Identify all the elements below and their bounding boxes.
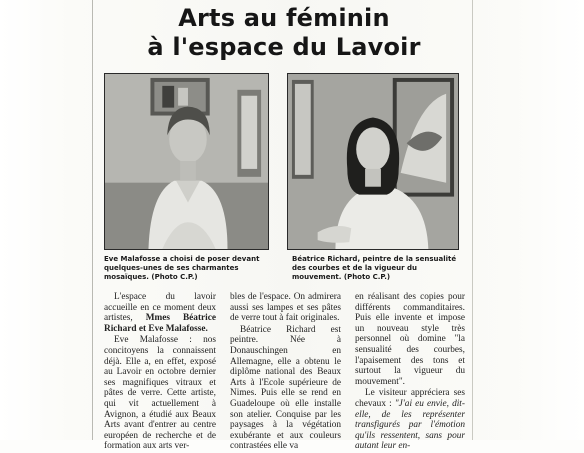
- photo-caption-right: Béatrice Richard, peintre de la sensualité des courbes et de la vigueur du mouvement. (Photo C.P.): [292, 255, 457, 281]
- artist-names: Mmes Béatrice Richard et Eve Malafosse.: [104, 313, 217, 334]
- photo-eve-malafosse: [104, 73, 269, 250]
- article-column-3: [355, 292, 465, 453]
- photo-beatrice-richard: [287, 73, 459, 250]
- intro-paragraph: [104, 292, 216, 334]
- column-2-paragraph-1: bles de l'espace. On admirera aussi ses lampes et ses pâtes de verre tout à fait originales.: [230, 292, 341, 324]
- column-3-paragraph-1: en réalisant des copies pour différents commanditaires. Puis elle invente et impose un nouveau style très personnel où domine "la sensualité des courbes, l'apaisement des tons et surtout la vigueur du mouvement".: [355, 292, 465, 387]
- article-column-2: [230, 292, 341, 453]
- intro-text: L'espace du lavoir accueille en ce moment deux artistes,: [104, 292, 216, 324]
- artist-quote: "J'ai eu envie, dit-elle, de les représenter transfigurés par l'émotion qu'ils ressentent, sans pour autant leur en-: [355, 398, 465, 452]
- visitor-paragraph: [355, 388, 465, 452]
- photo-caption-left: Eve Malafosse a choisi de poser devant quelques-unes de ses charmantes mosaïques. (Photo C.P.): [104, 255, 260, 281]
- article-headline: [96, 4, 472, 62]
- beatrice-richard-paragraph: Béatrice Richard est peintre. Née à Donauschingen en Allemagne, elle a obtenu le diplôme national des Beaux Arts à l'Ecole supérieure de Nimes. Puis elle se rend en Guadeloupe où elle installe son atelier. Conquise par les paysages à la végétation exubérante et aux couleurs contrastées elle va: [230, 324, 341, 452]
- photo-portrait-woman-mosaics: [105, 74, 268, 249]
- article-column-1: [104, 292, 216, 453]
- visitor-text: Le visiteur appréciera ses chevaux :: [355, 388, 465, 409]
- eve-malafosse-paragraph: Eve Malafosse : nos concitoyens la connaissent déjà. Elle a, en effet, exposé au Lavoir en octobre dernier ses magnifiques vitraux et pâtes de verre. Cette artiste, qui vit actuellement à Avignon, a étudié aux Beaux Arts avant d'entrer au centre européen de recherche et de formation aux arts ver-: [104, 335, 216, 452]
- headline-line-1: Arts au féminin: [178, 4, 390, 32]
- headline-line-2: à l'espace du Lavoir: [147, 33, 421, 61]
- photo-portrait-woman-paintings: [288, 74, 458, 249]
